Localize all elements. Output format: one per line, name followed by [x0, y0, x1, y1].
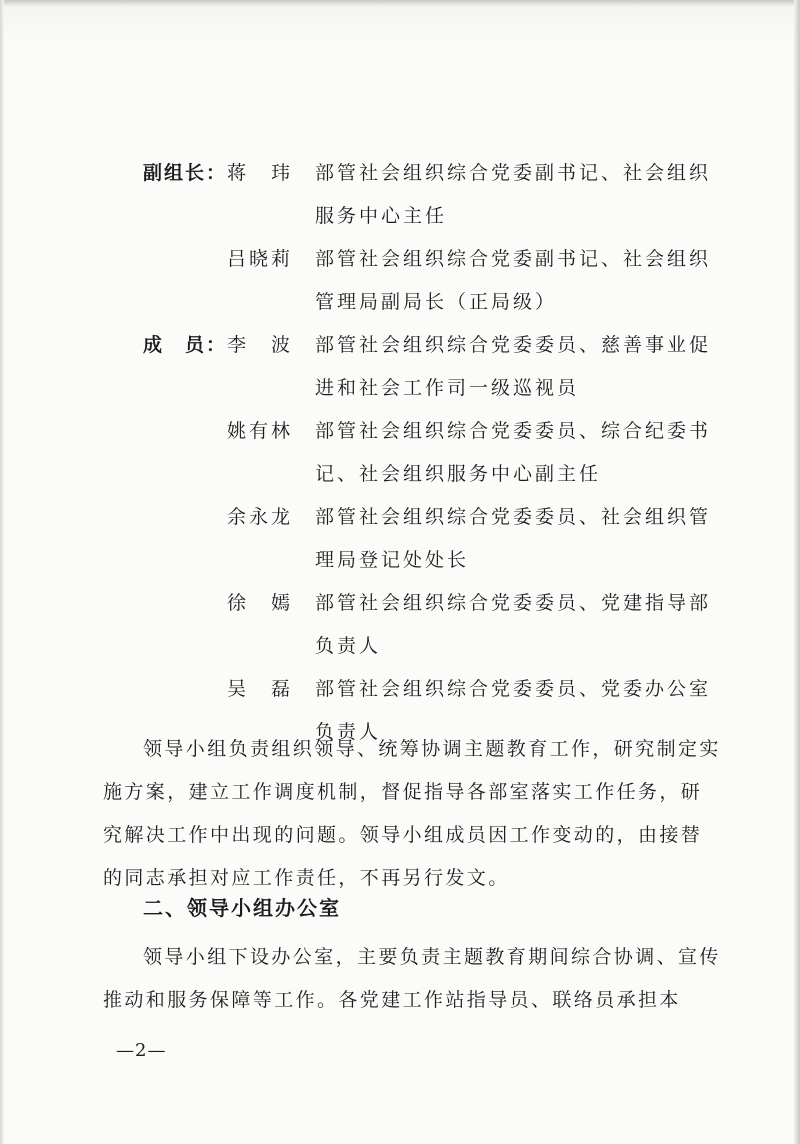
roster-name: 蒋 玮 [227, 162, 294, 184]
roster-name: 姚有林 [227, 420, 294, 442]
roster-row [143, 238, 723, 324]
roster-row [143, 152, 723, 238]
roster-position: 部管社会组织综合党委副书记、社会组织服务中心主任 [315, 162, 712, 227]
roster-name: 徐 嫣 [227, 592, 294, 614]
roster-row [143, 496, 723, 582]
roster-name: 吴 磊 [227, 678, 294, 700]
roster-row [143, 324, 723, 410]
roster-position: 部管社会组织综合党委委员、慈善事业促进和社会工作司一级巡视员 [315, 334, 712, 399]
roster-position: 部管社会组织综合党委委员、综合纪委书记、社会组织服务中心副主任 [315, 420, 712, 485]
page-number: —2— [116, 1040, 167, 1061]
section-heading: 二、领导小组办公室 [143, 896, 341, 920]
roster-row [143, 410, 723, 496]
roster-position: 部管社会组织综合党委委员、党委办公室负责人 [315, 678, 712, 743]
roster-role: 成 员： [143, 334, 228, 356]
scan-edge-right [794, 0, 800, 1144]
roster-row [143, 582, 723, 668]
roster-name: 吕晓莉 [227, 248, 294, 270]
leadership-duties-paragraph: 领导小组负责组织领导、统筹协调主题教育工作，研究制定实施方案，建立工作调度机制，督促指导各部室落实工作任务，研究解决工作中出现的问题。领导小组成员因工作变动的，由接替的同志承担对应工作责任，不再另行发文。 [103, 738, 721, 889]
roster-position: 部管社会组织综合党委委员、社会组织管理局登记处处长 [315, 506, 712, 571]
roster-name: 李 波 [227, 334, 294, 356]
roster-position: 部管社会组织综合党委副书记、社会组织管理局副局长（正局级） [315, 248, 712, 313]
roster-role: 副组长： [143, 162, 228, 184]
roster-position: 部管社会组织综合党委委员、党建指导部负责人 [315, 592, 712, 657]
scan-edge-left [0, 0, 4, 1144]
office-duties-paragraph: 领导小组下设办公室，主要负责主题教育期间综合协调、宣传推动和服务保障等工作。各党建工作站指导员、联络员承担本 [103, 946, 721, 1011]
roster-name: 余永龙 [227, 506, 294, 528]
member-roster [143, 152, 723, 754]
scan-edge-top [0, 0, 800, 6]
